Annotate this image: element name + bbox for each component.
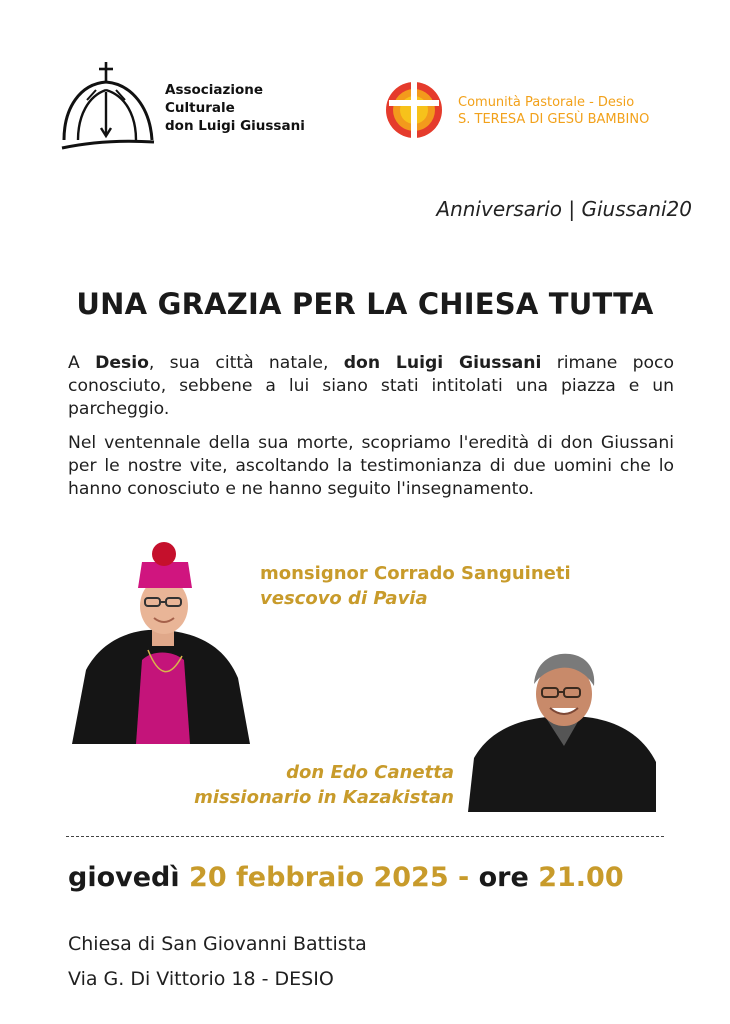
community-name-line-2: S. TERESA DI GESÙ BAMBINO (458, 112, 650, 127)
intro-text-3: rimane poco conosciuto, sebbene a lui siano stati intitolati una piazza e un parcheggio. (68, 353, 674, 419)
association-name (165, 81, 305, 135)
guest-card-sanguineti (260, 561, 571, 611)
guest-name: don Edo Canetta (286, 762, 454, 783)
guest-name: monsignor Corrado Sanguineti (260, 563, 571, 584)
guest-role: vescovo di Pavia (260, 588, 428, 609)
anniversary-label: Anniversario | Giussani20 (436, 197, 692, 221)
intro-text-1: A (68, 353, 96, 373)
bishop-photo (72, 540, 250, 744)
event-time: 21.00 (538, 862, 624, 893)
dashed-divider (66, 836, 664, 837)
association-dome-logo-icon (60, 60, 158, 152)
guest-card-canetta (194, 760, 454, 810)
intro-bold-city: Desio (95, 353, 149, 373)
intro-bold-name: don Luigi Giussani (343, 353, 542, 373)
event-time-label: ore (478, 862, 539, 893)
event-date: 20 febbraio 2025 (189, 862, 449, 893)
event-datetime (68, 862, 624, 893)
intro-text-2: , sua città natale, (148, 353, 344, 373)
venue-address: Via G. Di Vittorio 18 - DESIO (68, 968, 334, 990)
event-separator: - (448, 862, 479, 893)
page-title: UNA GRAZIA PER LA CHIESA TUTTA (76, 287, 654, 321)
venue-name: Chiesa di San Giovanni Battista (68, 933, 367, 955)
association-name-line-2: Culturale (165, 100, 235, 116)
association-name-line-3: don Luigi Giussani (165, 118, 305, 134)
community-cross-logo-icon (383, 80, 445, 140)
community-name-line-1: Comunità Pastorale - Desio (458, 95, 635, 110)
description-paragraph: Nel ventennale della sua morte, scopriamo l'eredità di don Giussani per le nostre vite, ascoltando la testimonianza di due uomini che lo hanno conosciuto e ne hanno seguito l'insegnamento. (68, 433, 674, 499)
priest-photo (468, 650, 656, 812)
association-name-line-1: Associazione (165, 82, 264, 98)
guest-role: missionario in Kazakistan (194, 787, 454, 808)
intro-paragraph (68, 352, 674, 421)
event-day: giovedì (68, 862, 190, 893)
community-name (458, 94, 649, 128)
